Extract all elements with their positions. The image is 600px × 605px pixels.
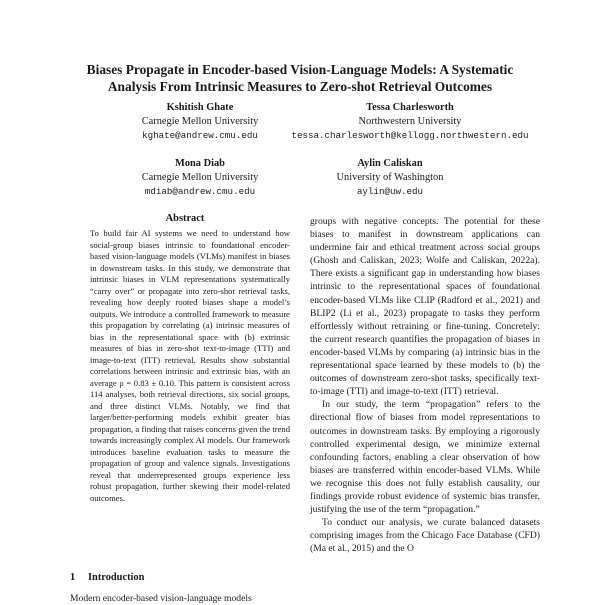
author-affiliation: University of Washington: [336, 172, 444, 183]
author-block: [265, 101, 555, 143]
author-name: Kshitish Ghate: [166, 102, 234, 113]
title-line: Biases Propagate in Encoder-based Vision-Language Models: A Systematic: [86, 62, 514, 77]
author-affiliation: Carnegie Mellon University: [141, 172, 259, 183]
paragraph: In our study, the term “propagation” refers to the directional flow of biases from model representations to outcomes in downstream tasks. By employing a rigorously controlled experimental design, we minimize external confounding factors, enabling a clear observation of how biases are transferred within encoder-based VLMs. While we recognise this does not fully establish causality, our findings provide robust evidence of systemic bias transfer, justifying the use of the term “propagation.”: [310, 399, 540, 516]
section-number: 1: [70, 572, 76, 583]
author-block: [290, 157, 490, 199]
introduction-first-line: Modern encoder-based vision-language models: [70, 593, 252, 604]
author-name: Aylin Caliskan: [357, 158, 423, 169]
author-block: [120, 101, 280, 143]
author-affiliation: Northwestern University: [358, 116, 462, 127]
paper-title: [40, 61, 560, 95]
paragraph: To conduct our analysis, we curate balanced datasets comprising images from the Chicago Face Database (CFD) (Ma et al., 2015) and the O: [310, 517, 540, 555]
section-title: Introduction: [88, 572, 145, 583]
author-email[interactable]: tessa.charlesworth@kellogg.northwestern.edu: [291, 130, 529, 141]
author-email[interactable]: aylin@uw.edu: [356, 186, 424, 197]
right-column-text: [310, 215, 540, 555]
author-block: [120, 157, 280, 199]
author-name: Tessa Charlesworth: [366, 102, 454, 113]
section-heading: [70, 572, 300, 583]
author-name: Mona Diab: [175, 158, 225, 169]
paragraph: groups with negative concepts. The potential for these biases to manifest in downstream applications can undermine fair and ethical treatment across social groups (Ghosh and Caliskan, 2023; Wolfe and Caliskan, 2022a). There exists a significant gap in understanding how biases intrinsic to the representational spaces of foundational encoder-based VLMs like CLIP (Radford et al., 2021) and BLIP2 (Li et al., 2023) propagate to tasks they perform effortlessly without retraining or fine-tuning. Concretely: the current research quantifies the propagation of biases in encoder-based VLMs by comparing (a) intrinsic bias in the representational space learned by these models to (b) the outcomes of downstream zero-shot tasks, specifically text-to-image (TTI) and image-to-text (ITT) retrieval.: [310, 216, 540, 398]
author-email[interactable]: kghate@andrew.cmu.edu: [142, 130, 258, 141]
author-affiliation: Carnegie Mellon University: [141, 116, 259, 127]
author-email[interactable]: mdiab@andrew.cmu.edu: [144, 186, 256, 197]
abstract-text: To build fair AI systems we need to understand how social-group biases intrinsic to foundational encoder-based vision-language models (VLMs) manifest in biases in downstream tasks. In this study, we demonstrate that intrinsic biases in VLM representations systematically “carry over” or propagate into zero-shot retrieval tasks, revealing how deeply rooted biases shape a model’s outputs. We introduce a controlled framework to measure this propagation by correlating (a) intrinsic measures of bias in the representational space with (b) extrinsic measures of bias in zero-shot text-to-image (TTI) and image-to-text (ITT) retrieval. Results show substantial correlations between intrinsic and extrinsic bias, with an average ρ = 0.83 ± 0.10. This pattern is consistent across 114 analyses, both retrieval directions, six social groups, and three distinct VLMs. Notably, we find that larger/better-performing models exhibit greater bias propagation, a finding that raises concerns given the trend towards increasingly complex AI models. Our framework introduces baseline evaluation tasks to measure the propagation of group and valence signals. Investigations reveal that underrepresented groups experience less robust propagation, further skewing their model-related outcomes.: [90, 228, 290, 503]
abstract-heading: Abstract: [165, 213, 205, 224]
title-line: Analysis From Intrinsic Measures to Zero-shot Retrieval Outcomes: [107, 79, 493, 94]
